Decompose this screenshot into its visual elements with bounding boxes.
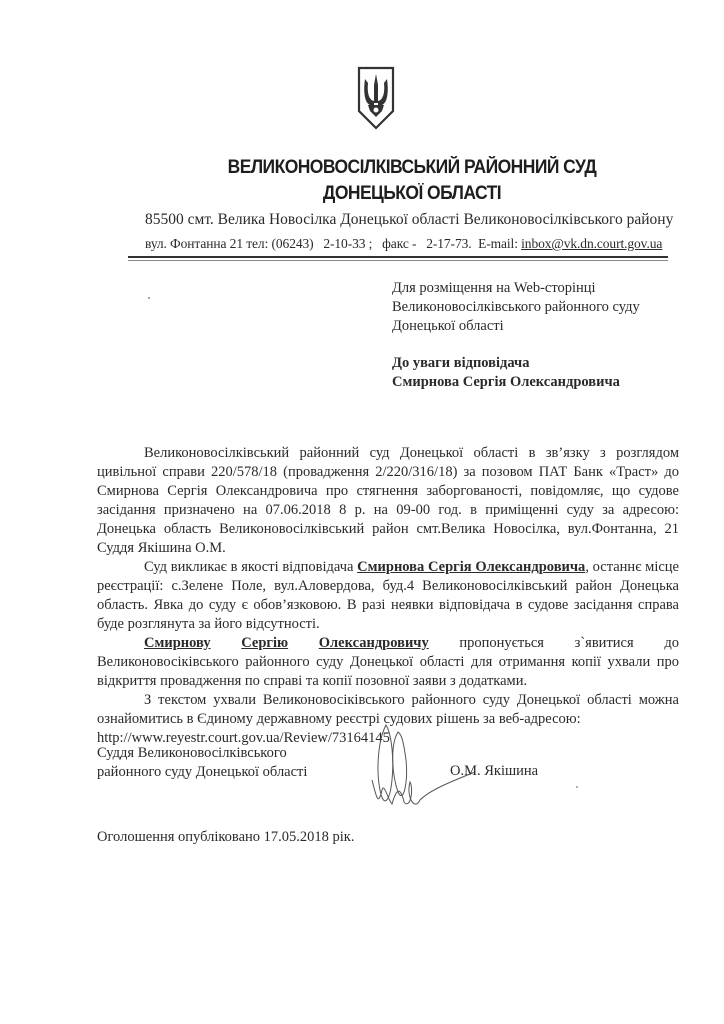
recipient-block <box>392 279 640 392</box>
paragraph-invite-first-line <box>97 634 679 653</box>
invite-word: до <box>664 635 679 651</box>
judge-title-line2: районного суду Донецької області <box>97 764 308 780</box>
paragraph-summons <box>97 558 679 634</box>
scan-speck <box>148 297 150 299</box>
paragraph-registry: З текстом ухвали Великоновосіківського районного суду Донецької області можна ознайомитись в Єдиному державному реєстрі судових рішень за веб-адресою: <box>97 692 679 727</box>
court-address: 85500 смт. Велика Новосілка Донецької області Великоновосілківського району <box>145 211 674 228</box>
judge-name: О.М. Якішина <box>450 763 539 779</box>
registry-url[interactable]: http://www.reyestr.court.gov.ua/Review/73164145 <box>97 730 390 746</box>
defendant-name-word: Сергію <box>241 635 289 651</box>
email-link[interactable]: inbox@vk.dn.court.gov.ua <box>521 236 663 251</box>
invite-word: пропонується <box>459 635 544 651</box>
judge-title <box>97 744 307 782</box>
scan-speck <box>576 786 578 788</box>
judge-title-line1: Суддя Великоновосілківського <box>97 745 287 761</box>
defendant-name-word: Смирнову <box>144 635 211 651</box>
invite-word: з`явитися <box>574 635 634 651</box>
header-divider <box>128 256 668 258</box>
defendant-name-word: Олександровичу <box>318 635 429 651</box>
contact-phones: вул. Фонтанна 21 тел: (06243) 2-10-33 ; факс - 2-17-73. E-mail: <box>145 236 522 251</box>
notice-body <box>97 444 679 748</box>
coat-of-arms-icon <box>356 65 396 131</box>
header-divider-thin <box>128 260 668 261</box>
paragraph-invite-rest: Великоновосіківського районного суду Донецької області для отримання копії ухвали про відкриття провадження по справі та копії позовної заяви з додатками. <box>97 654 679 689</box>
court-name-line2: ДОНЕЦЬКОЇ ОБЛАСТІ <box>322 183 502 204</box>
attention-line2: Смирнова Сергія Олександровича <box>392 374 620 390</box>
recipient-line2: Великоновосілківського районного суду <box>392 299 640 315</box>
court-contacts <box>145 236 662 252</box>
summons-prefix: Суд викликає в якості відповідача <box>144 559 358 575</box>
recipient-line1: Для розміщення на Web-сторінці <box>392 280 596 296</box>
defendant-name: Смирнова Сергія Олександровича <box>357 559 586 575</box>
paragraph-hearing: Великоновосілківський районний суд Донецької області в зв’язку з розглядом цивільної справи 220/578/18 (провадження 2/220/316/18) за позовом ПАТ Банк «Траст» до Смирнова Сергія Олександровича про стягнення заборгованості, повідомляє, що судове засідання призначено на 07.06.2018 8 р. на 09-00 год. в приміщенні суду за адресою: Донецька область Великоновосілківський район смт.Велика Новосілка, вул.Фонтанна, 21 Суддя Якішина О.М. <box>97 445 679 556</box>
publication-date: Оголошення опубліковано 17.05.2018 рік. <box>97 829 355 845</box>
summons-suffix: , останнє місце реєстрації: с.Зелене Поле, вул.Аловердова, буд.4 Великоновосілківський район Донецька область. Явка до суду є обов’язковою. В разі неявки відповідача в судове засідання справа буде розглянута за його відсутності. <box>97 559 679 632</box>
attention-line1: До уваги відповідача <box>392 355 530 371</box>
court-name-line1: ВЕЛИКОНОВОСІЛКІВСЬКИЙ РАЙОННИЙ СУД <box>227 157 597 178</box>
recipient-line3: Донецької області <box>392 318 504 334</box>
